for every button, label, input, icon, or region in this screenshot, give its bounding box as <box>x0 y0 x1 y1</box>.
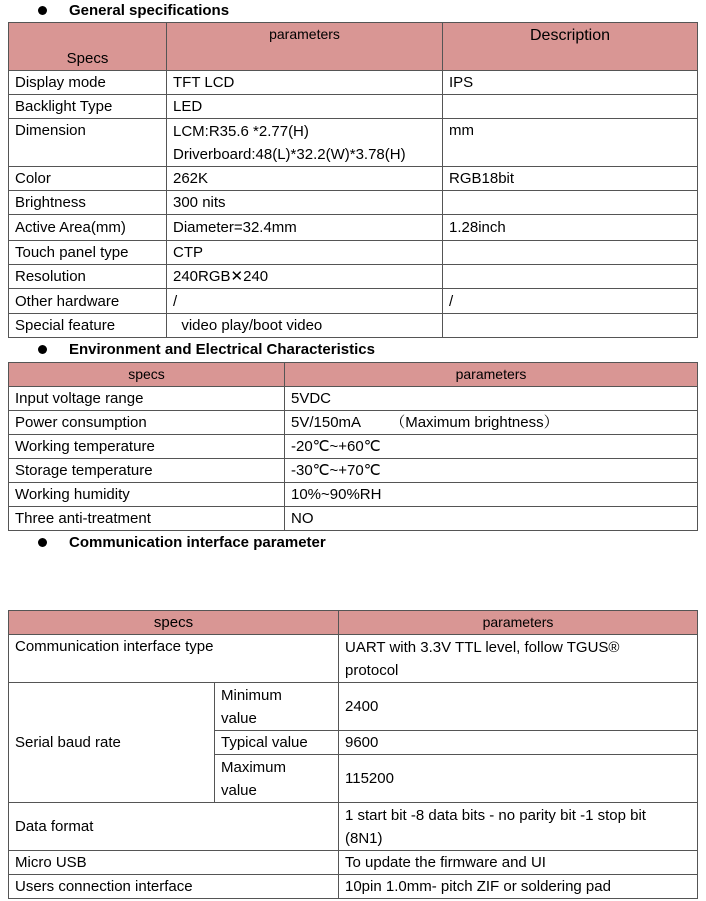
section-heading-general <box>38 2 229 19</box>
param-line: Driverboard:48(L)*32.2(W)*3.78(H) <box>173 145 406 163</box>
table-row <box>9 215 698 241</box>
header-specs: Specs <box>9 23 167 71</box>
table-row <box>9 95 698 119</box>
table-row <box>9 387 698 411</box>
param-cell: CTP <box>167 241 443 265</box>
spec-cell: Input voltage range <box>9 387 285 411</box>
param-cell: 10%~90%RH <box>285 483 698 507</box>
table-row <box>9 191 698 215</box>
header-specs: specs <box>9 363 285 387</box>
spec-cell: Backlight Type <box>9 95 167 119</box>
section-title: General specifications <box>69 2 230 19</box>
table-row <box>9 119 698 167</box>
bullet-icon <box>38 538 47 547</box>
param-cell: Diameter=32.4mm <box>167 215 443 241</box>
param-cell: 10pin 1.0mm- pitch ZIF or soldering pad <box>339 875 698 899</box>
param-cell: LED <box>167 95 443 119</box>
param-line: LCM:R35.6 *2.77(H) <box>173 122 309 140</box>
table-row <box>9 875 698 899</box>
param-cell: 262K <box>167 167 443 191</box>
spec-cell: Other hardware <box>9 289 167 314</box>
spec-cell: Working temperature <box>9 435 285 459</box>
table-row <box>9 289 698 314</box>
desc-cell: 1.28inch <box>443 215 698 241</box>
spec-cell: Color <box>9 167 167 191</box>
desc-cell <box>443 95 698 119</box>
sub-label-cell <box>215 755 339 803</box>
spec-cell: Special feature <box>9 314 167 338</box>
header-description: Description <box>443 23 698 71</box>
table-row <box>9 314 698 338</box>
spec-cell: Touch panel type <box>9 241 167 265</box>
table-row <box>9 851 698 875</box>
param-cell: 5V/150mA （Maximum brightness） <box>285 411 698 435</box>
section-title: Communication interface parameter <box>69 534 326 551</box>
sub-label-cell: Typical value <box>215 731 339 755</box>
desc-cell: / <box>443 289 698 314</box>
param-line: (8N1) <box>345 829 383 847</box>
sub-label-cell <box>215 683 339 731</box>
table-row <box>9 411 698 435</box>
header-parameters: parameters <box>285 363 698 387</box>
header-parameters: parameters <box>167 23 443 71</box>
header-specs: specs <box>9 611 339 635</box>
param-cell: To update the firmware and UI <box>339 851 698 875</box>
spec-cell: Serial baud rate <box>9 683 215 803</box>
bullet-icon <box>38 345 47 354</box>
spec-cell: Storage temperature <box>9 459 285 483</box>
section-heading-communication <box>38 534 326 551</box>
spec-cell: Brightness <box>9 191 167 215</box>
param-line: protocol <box>345 661 399 679</box>
param-cell: 9600 <box>339 731 698 755</box>
table-row <box>9 483 698 507</box>
param-cell: / <box>167 289 443 314</box>
param-cell: -20℃~+60℃ <box>285 435 698 459</box>
spec-cell: Resolution <box>9 265 167 289</box>
table-header-row <box>9 23 698 71</box>
spec-cell: Communication interface type <box>9 635 339 683</box>
table-row <box>9 241 698 265</box>
param-cell: 115200 <box>339 755 698 803</box>
table-row <box>9 683 698 731</box>
spec-cell: Dimension <box>9 119 167 167</box>
spec-cell: Micro USB <box>9 851 339 875</box>
spec-cell: Working humidity <box>9 483 285 507</box>
header-parameters: parameters <box>339 611 698 635</box>
environment-table <box>8 362 698 531</box>
desc-cell <box>443 265 698 289</box>
param-cell: 240RGB✕240 <box>167 265 443 289</box>
general-spec-table <box>8 22 698 338</box>
table-row <box>9 265 698 289</box>
desc-cell <box>443 241 698 265</box>
param-cell <box>167 119 443 167</box>
table-header-row <box>9 611 698 635</box>
communication-table <box>8 610 698 899</box>
spec-cell: Display mode <box>9 71 167 95</box>
table-row <box>9 167 698 191</box>
param-line: UART with 3.3V TTL level, follow TGUS® <box>345 638 620 656</box>
desc-cell: mm <box>443 119 698 167</box>
section-title: Environment and Electrical Characteristics <box>69 341 375 358</box>
desc-cell <box>443 314 698 338</box>
table-row <box>9 435 698 459</box>
param-cell: -30℃~+70℃ <box>285 459 698 483</box>
spec-cell: Three anti-treatment <box>9 507 285 531</box>
param-cell: 5VDC <box>285 387 698 411</box>
desc-cell: IPS <box>443 71 698 95</box>
param-cell: 300 nits <box>167 191 443 215</box>
desc-cell <box>443 191 698 215</box>
spec-cell: Data format <box>9 803 339 851</box>
table-row <box>9 71 698 95</box>
bullet-icon <box>38 6 47 15</box>
table-row <box>9 803 698 851</box>
table-header-row <box>9 363 698 387</box>
param-cell: video play/boot video <box>167 314 443 338</box>
sub-label-line: value <box>221 781 257 799</box>
section-heading-environment <box>38 341 375 358</box>
param-cell: 2400 <box>339 683 698 731</box>
spec-cell: Users connection interface <box>9 875 339 899</box>
spec-cell: Power consumption <box>9 411 285 435</box>
table-row <box>9 459 698 483</box>
table-row <box>9 507 698 531</box>
param-cell <box>339 803 698 851</box>
sub-label-line: value <box>221 709 257 727</box>
desc-cell: RGB18bit <box>443 167 698 191</box>
param-cell: NO <box>285 507 698 531</box>
param-cell: TFT LCD <box>167 71 443 95</box>
sub-label-line: Minimum <box>221 686 282 704</box>
sub-label-line: Maximum <box>221 758 287 776</box>
param-cell <box>339 635 698 683</box>
param-line: 1 start bit -8 data bits - no parity bit -1 stop bit <box>345 806 646 824</box>
spec-cell: Active Area(mm) <box>9 215 167 241</box>
table-row <box>9 635 698 683</box>
